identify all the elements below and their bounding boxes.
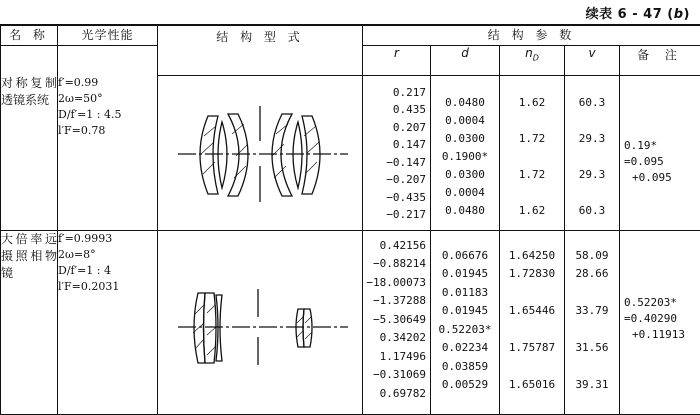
header-name: 名 称 — [1, 25, 58, 46]
d-value: 0.0300 — [431, 166, 499, 184]
r-value: 0.435 — [363, 101, 430, 119]
d-value: 0.52203* — [431, 321, 499, 340]
v-value: 29.3 — [565, 166, 619, 184]
r-value: −0.207 — [363, 171, 430, 189]
v-value — [565, 148, 619, 166]
perf-line: f′=0.99 — [58, 75, 157, 91]
nd-value: 1.62 — [500, 202, 564, 220]
v-value: 60.3 — [565, 94, 619, 112]
v-value: 29.3 — [565, 130, 619, 148]
lens-parameter-table — [0, 24, 700, 415]
r-value: −18.00073 — [363, 274, 430, 293]
d-value: 0.06676 — [431, 247, 499, 266]
d-value: 0.0004 — [431, 112, 499, 130]
note-line: =0.095 — [624, 154, 700, 170]
subheader-note: 备 注 — [620, 46, 700, 76]
row2-name: 大倍率远摄照相物镜 — [1, 230, 58, 414]
row1-performance — [58, 75, 158, 230]
header-performance: 光学性能 — [58, 25, 158, 46]
symmetric-lens-drawing — [158, 76, 363, 231]
d-value: 0.0004 — [431, 184, 499, 202]
d-value: 0.0480 — [431, 94, 499, 112]
v-value — [565, 358, 619, 377]
v-value — [565, 321, 619, 340]
nd-value: 1.62 — [500, 94, 564, 112]
row2-lens-diagram — [158, 230, 363, 414]
telephoto-lens-drawing — [158, 231, 363, 415]
subheader-d: d — [431, 46, 500, 76]
nd-value — [500, 112, 564, 130]
d-value: 0.02234 — [431, 339, 499, 358]
v-value: 39.31 — [565, 376, 619, 395]
row2-d — [431, 230, 500, 414]
r-value: −0.31069 — [363, 366, 430, 385]
header-structure-params: 结 构 参 数 — [363, 25, 700, 46]
r-value: −5.30649 — [363, 311, 430, 330]
perf-line: f′=0.9993 — [58, 231, 157, 247]
subheader-nd: $n_D$ — [500, 46, 565, 76]
table-caption: 续表 6 - 47 (b) — [586, 3, 690, 22]
r-value: −0.147 — [363, 154, 430, 172]
nd-value: 1.72 — [500, 130, 564, 148]
r-value: 1.17496 — [363, 348, 430, 367]
r-value: 0.42156 — [363, 237, 430, 256]
v-value: 58.09 — [565, 247, 619, 266]
perf-line: 2ω=8° — [58, 247, 157, 263]
perf-line: l′F=0.78 — [58, 123, 157, 139]
r-value: 0.207 — [363, 119, 430, 137]
row2-note — [620, 230, 700, 414]
row2-r — [363, 230, 431, 414]
v-value: 33.79 — [565, 302, 619, 321]
table-row — [1, 75, 700, 230]
r-value: 0.34202 — [363, 329, 430, 348]
v-value: 31.56 — [565, 339, 619, 358]
row1-d — [431, 75, 500, 230]
d-value: 0.0480 — [431, 202, 499, 220]
nd-value — [500, 284, 564, 303]
v-value: 60.3 — [565, 202, 619, 220]
subheader-r: r — [363, 46, 431, 76]
row2-nd — [500, 230, 565, 414]
d-value: 0.01183 — [431, 284, 499, 303]
note-line: 0.19* — [624, 138, 700, 154]
v-value: 28.66 — [565, 265, 619, 284]
r-value: −0.435 — [363, 189, 430, 207]
nd-value: 1.72 — [500, 166, 564, 184]
r-value: 0.69782 — [363, 385, 430, 404]
r-value: 0.147 — [363, 136, 430, 154]
row1-nd — [500, 75, 565, 230]
r-value: −0.217 — [363, 206, 430, 224]
d-value: 0.00529 — [431, 376, 499, 395]
row2-v — [565, 230, 620, 414]
row1-v — [565, 75, 620, 230]
perf-line: 2ω=50° — [58, 91, 157, 107]
d-value: 0.01945 — [431, 265, 499, 284]
nd-value: 1.65446 — [500, 302, 564, 321]
header-structure-form: 结 构 型 式 — [158, 25, 363, 75]
d-value: 0.1900* — [431, 148, 499, 166]
nd-value — [500, 148, 564, 166]
d-value: 0.0300 — [431, 130, 499, 148]
v-value — [565, 184, 619, 202]
row1-note — [620, 75, 700, 230]
d-value: 0.01945 — [431, 302, 499, 321]
nd-value — [500, 321, 564, 340]
v-value — [565, 112, 619, 130]
table-row — [1, 230, 700, 414]
note-line: +0.11913 — [624, 327, 700, 343]
row2-performance — [58, 230, 158, 414]
r-value: −1.37288 — [363, 292, 430, 311]
row1-name: 对称复制透镜系统 — [1, 75, 58, 230]
nd-value — [500, 184, 564, 202]
note-line: 0.52203* — [624, 295, 700, 311]
nd-value: 1.65016 — [500, 376, 564, 395]
nd-value: 1.64250 — [500, 247, 564, 266]
r-value: −0.88214 — [363, 255, 430, 274]
note-line: +0.095 — [624, 170, 700, 186]
perf-line: l′F=0.2031 — [58, 279, 157, 295]
v-value — [565, 284, 619, 303]
row1-lens-diagram — [158, 75, 363, 230]
nd-value: 1.75787 — [500, 339, 564, 358]
d-value: 0.03859 — [431, 358, 499, 377]
subheader-v: v — [565, 46, 620, 76]
perf-line: D/f′=1 : 4.5 — [58, 107, 157, 123]
header-row — [1, 25, 700, 46]
nd-value: 1.72830 — [500, 265, 564, 284]
perf-line: D/f′=1 : 4 — [58, 263, 157, 279]
r-value: 0.217 — [363, 84, 430, 102]
note-line: =0.40290 — [624, 311, 700, 327]
row1-r — [363, 75, 431, 230]
nd-value — [500, 358, 564, 377]
